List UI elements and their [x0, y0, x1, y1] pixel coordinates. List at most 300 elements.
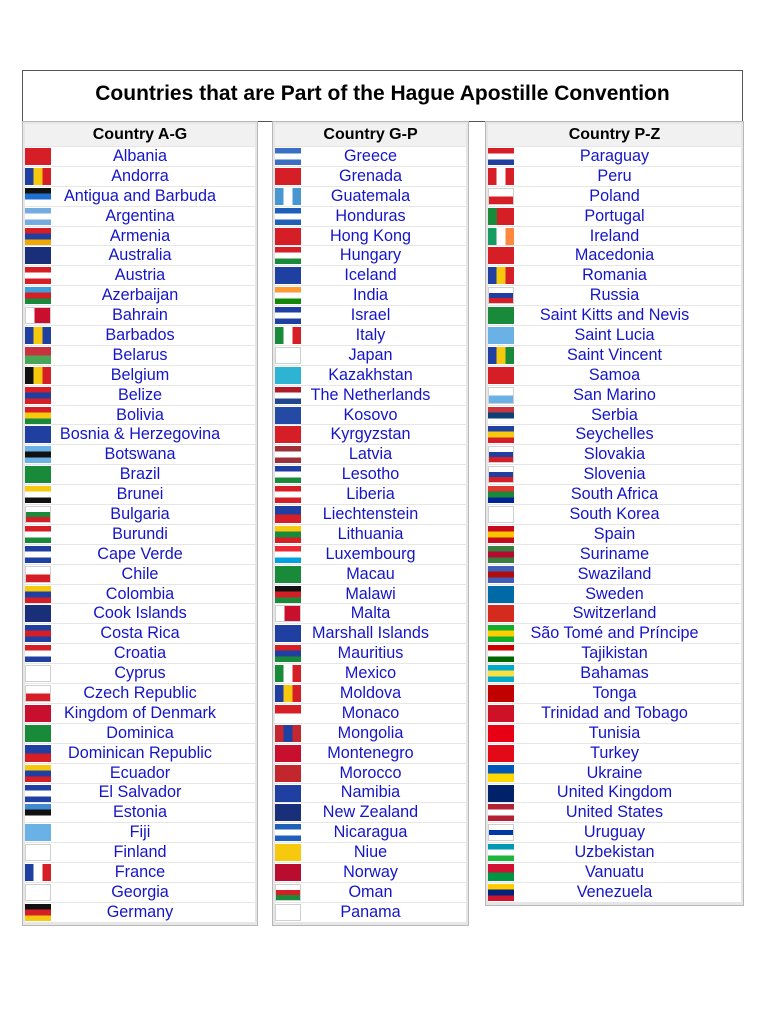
country-row	[25, 366, 255, 385]
country-link[interactable]: Trinidad and Tobago	[541, 703, 688, 722]
country-link[interactable]: Luxembourg	[325, 544, 416, 563]
country-link[interactable]: Burundi	[112, 524, 168, 543]
country-row	[275, 863, 466, 882]
flag-icon	[488, 546, 514, 563]
country-link[interactable]: Austria	[114, 266, 166, 285]
flag-icon	[275, 466, 301, 483]
flag-icon	[275, 426, 301, 443]
country-row	[488, 823, 741, 842]
flag-icon	[488, 685, 514, 702]
flag-icon	[488, 665, 514, 682]
country-link[interactable]: Vanuatu	[584, 863, 645, 882]
column-p-z	[485, 121, 744, 906]
country-link[interactable]: Russia	[589, 286, 640, 305]
country-link[interactable]: Turkey	[590, 743, 639, 762]
country-link[interactable]: Hungary	[339, 246, 402, 265]
flag-icon	[25, 367, 51, 384]
country-row	[25, 664, 255, 683]
country-link[interactable]: Oman	[348, 882, 393, 901]
country-link[interactable]: Belize	[117, 385, 163, 404]
country-row	[25, 167, 255, 186]
country-row	[275, 565, 466, 584]
country-row	[25, 684, 255, 703]
country-row	[25, 585, 255, 604]
country-link[interactable]: Venezuela	[576, 882, 653, 901]
country-row	[25, 784, 255, 803]
country-row	[275, 545, 466, 564]
flag-icon	[25, 407, 51, 424]
country-link[interactable]: Samoa	[588, 365, 641, 384]
country-link[interactable]: Hong Kong	[329, 226, 411, 245]
country-link[interactable]: Poland	[589, 186, 640, 205]
flag-icon	[275, 367, 301, 384]
country-link[interactable]: France	[114, 863, 166, 882]
country-row	[25, 425, 255, 444]
flag-icon	[25, 605, 51, 622]
flag-icon	[488, 645, 514, 662]
country-link[interactable]: Bosnia & Herzegovina	[59, 425, 221, 444]
column-header: Country G-P	[275, 124, 466, 146]
country-link[interactable]: Mauritius	[337, 644, 404, 663]
column-g-p	[272, 121, 469, 926]
country-link[interactable]: Suriname	[579, 544, 650, 563]
country-link[interactable]: Switzerland	[572, 604, 657, 623]
country-link[interactable]: Swaziland	[577, 564, 652, 583]
flag-icon	[275, 864, 301, 881]
country-link[interactable]: Slovakia	[583, 445, 646, 464]
country-row	[275, 366, 466, 385]
country-link[interactable]: Saint Kitts and Nevis	[539, 306, 690, 325]
country-link[interactable]: Norway	[343, 863, 398, 882]
flag-icon	[25, 884, 51, 901]
country-link[interactable]: Lesotho	[341, 465, 400, 484]
country-link[interactable]: Antigua and Barbuda	[63, 186, 217, 205]
country-link[interactable]: Uzbekistan	[574, 843, 655, 862]
country-row	[25, 883, 255, 902]
flag-icon	[25, 208, 51, 225]
country-link[interactable]: Slovenia	[583, 465, 646, 484]
flag-icon	[488, 228, 514, 245]
flag-icon	[488, 804, 514, 821]
flag-icon	[488, 188, 514, 205]
country-link[interactable]: Greece	[343, 146, 398, 165]
country-row	[275, 386, 466, 405]
country-link[interactable]: El Salvador	[98, 783, 182, 802]
country-link[interactable]: Botswana	[104, 445, 176, 464]
country-row	[275, 624, 466, 643]
flag-icon	[488, 446, 514, 463]
flag-icon	[488, 247, 514, 264]
flag-icon	[275, 546, 301, 563]
country-row	[488, 843, 741, 862]
country-link[interactable]: Guatemala	[330, 186, 411, 205]
country-link[interactable]: Macau	[346, 564, 395, 583]
flag-icon	[488, 367, 514, 384]
country-row	[275, 167, 466, 186]
flag-icon	[25, 228, 51, 245]
country-link[interactable]: Paraguay	[579, 146, 650, 165]
country-link[interactable]: Georgia	[111, 882, 169, 901]
country-link[interactable]: Brazil	[119, 465, 161, 484]
flag-icon	[25, 645, 51, 662]
country-row	[275, 406, 466, 425]
country-list	[488, 147, 741, 902]
country-row	[275, 266, 466, 285]
flag-icon	[275, 785, 301, 802]
flag-icon	[25, 168, 51, 185]
country-link[interactable]: Romania	[582, 266, 647, 285]
country-row	[275, 227, 466, 246]
country-row	[488, 445, 741, 464]
flag-icon	[275, 884, 301, 901]
country-link[interactable]: Australia	[108, 246, 172, 265]
country-link[interactable]: Israel	[350, 306, 391, 325]
country-link[interactable]: Namibia	[340, 783, 401, 802]
country-link[interactable]: Germany	[106, 902, 174, 921]
flag-icon	[275, 188, 301, 205]
country-row	[488, 227, 741, 246]
flag-icon	[275, 566, 301, 583]
country-link[interactable]: Finland	[113, 843, 167, 862]
flag-icon	[488, 208, 514, 225]
country-link[interactable]: Chile	[121, 564, 159, 583]
country-row	[275, 604, 466, 623]
country-link[interactable]: Malawi	[345, 584, 396, 603]
country-link[interactable]: Monaco	[341, 703, 400, 722]
country-link[interactable]: San Marino	[573, 385, 656, 404]
country-link[interactable]: Uruguay	[583, 823, 646, 842]
flag-icon	[25, 506, 51, 523]
country-link[interactable]: Morocco	[339, 763, 402, 782]
country-link[interactable]: Albania	[112, 146, 167, 165]
country-row	[25, 903, 255, 922]
column-header: Country A-G	[25, 124, 255, 146]
flag-icon	[25, 307, 51, 324]
country-link[interactable]: Dominican Republic	[68, 743, 212, 762]
country-link[interactable]: Spain	[593, 524, 636, 543]
country-row	[275, 764, 466, 783]
country-link[interactable]: Brunei	[116, 485, 164, 504]
flag-icon	[275, 228, 301, 245]
country-link[interactable]: Liechtenstein	[322, 504, 419, 523]
flag-icon	[275, 844, 301, 861]
country-link[interactable]: South Korea	[569, 504, 660, 523]
column-a-g	[22, 121, 258, 926]
flag-icon	[275, 267, 301, 284]
country-link[interactable]: Czech Republic	[83, 684, 197, 702]
country-row	[275, 425, 466, 444]
country-row	[25, 207, 255, 226]
country-row	[25, 505, 255, 524]
country-row	[275, 585, 466, 604]
flag-icon	[25, 665, 51, 682]
flag-icon	[488, 864, 514, 881]
flag-icon	[25, 347, 51, 364]
flag-icon	[488, 725, 514, 742]
country-row	[275, 246, 466, 265]
country-row	[275, 306, 466, 325]
country-link[interactable]: New Zealand	[322, 803, 419, 822]
country-row	[25, 485, 255, 504]
country-row	[488, 485, 741, 504]
country-row	[488, 286, 741, 305]
country-link[interactable]: Bolivia	[116, 405, 164, 424]
country-link[interactable]: Niue	[353, 843, 388, 862]
country-row	[25, 346, 255, 365]
country-row	[275, 903, 466, 922]
country-row	[275, 465, 466, 484]
country-row	[25, 863, 255, 882]
country-row	[25, 545, 255, 564]
flag-icon	[275, 168, 301, 185]
flag-icon	[25, 546, 51, 563]
country-row	[488, 545, 741, 564]
flag-icon	[25, 864, 51, 881]
country-link[interactable]: Croatia	[113, 644, 167, 663]
country-row	[25, 326, 255, 345]
flag-icon	[275, 824, 301, 841]
flag-icon	[488, 307, 514, 324]
country-link[interactable]: The Netherlands	[310, 385, 431, 404]
country-row	[25, 565, 255, 584]
country-link[interactable]: Saint Lucia	[574, 325, 655, 344]
country-link[interactable]: Lithuania	[337, 524, 404, 543]
country-link[interactable]: Belgium	[110, 365, 170, 384]
country-row	[25, 704, 255, 723]
country-row	[488, 406, 741, 425]
country-row	[25, 604, 255, 623]
flag-icon	[275, 526, 301, 543]
flag-icon	[488, 884, 514, 901]
country-row	[25, 406, 255, 425]
country-row	[25, 525, 255, 544]
country-link[interactable]: Panama	[340, 902, 401, 921]
country-link[interactable]: Kazakhstan	[328, 365, 413, 384]
country-row	[275, 644, 466, 663]
flag-icon	[488, 745, 514, 762]
country-row	[488, 863, 741, 882]
flag-icon	[488, 566, 514, 583]
country-link[interactable]: Saint Vincent	[566, 345, 663, 364]
country-row	[488, 306, 741, 325]
country-link[interactable]: Cyprus	[114, 664, 166, 683]
flag-icon	[25, 466, 51, 483]
country-link[interactable]: Bulgaria	[110, 504, 170, 523]
flag-icon	[488, 267, 514, 284]
flag-icon	[488, 426, 514, 443]
country-link[interactable]: Sweden	[585, 584, 644, 603]
country-row	[275, 525, 466, 544]
country-link[interactable]: Armenia	[109, 226, 171, 245]
flag-icon	[25, 824, 51, 841]
country-link[interactable]: United Kingdom	[556, 783, 673, 802]
flag-icon	[488, 765, 514, 782]
country-row	[275, 883, 466, 902]
country-row	[25, 624, 255, 643]
flag-icon	[275, 327, 301, 344]
country-row	[488, 684, 741, 703]
country-link[interactable]: Bahrain	[112, 306, 168, 325]
flag-icon	[488, 506, 514, 523]
flag-icon	[25, 705, 51, 722]
flag-icon	[25, 526, 51, 543]
flag-icon	[25, 844, 51, 861]
country-link[interactable]: Tajikistan	[581, 644, 648, 663]
country-row	[488, 644, 741, 663]
country-link[interactable]: Seychelles	[575, 425, 654, 444]
flag-icon	[488, 625, 514, 642]
flag-icon	[25, 765, 51, 782]
country-link[interactable]: Japan	[348, 345, 393, 364]
country-row	[488, 525, 741, 544]
country-link[interactable]: Liberia	[346, 485, 395, 504]
country-link[interactable]: Kosovo	[343, 405, 398, 424]
country-link[interactable]: Kingdom of Denmark	[63, 703, 217, 722]
country-link[interactable]: Peru	[597, 166, 632, 185]
country-link[interactable]: Serbia	[591, 405, 638, 424]
flag-icon	[25, 446, 51, 463]
country-row	[488, 147, 741, 166]
country-row	[275, 286, 466, 305]
country-link[interactable]: Marshall Islands	[312, 624, 429, 643]
country-row	[25, 246, 255, 265]
flag-icon	[275, 685, 301, 702]
country-link[interactable]: Barbados	[105, 325, 175, 344]
country-link[interactable]: Macedonia	[574, 246, 655, 265]
flag-icon	[25, 685, 51, 702]
column-header: Country P-Z	[488, 124, 741, 146]
country-row	[25, 286, 255, 305]
country-row	[275, 346, 466, 365]
country-link[interactable]: Kyrgyzstan	[330, 425, 411, 444]
flag-icon	[275, 347, 301, 364]
country-link[interactable]: Argentina	[105, 206, 175, 225]
country-row	[25, 147, 255, 166]
country-row	[25, 823, 255, 842]
country-link[interactable]: Ukraine	[586, 763, 643, 782]
country-link[interactable]: Cape Verde	[97, 544, 183, 563]
country-link[interactable]: Bahamas	[580, 664, 649, 683]
country-row	[488, 784, 741, 803]
country-row	[25, 744, 255, 763]
country-row	[275, 505, 466, 524]
country-link[interactable]: Italy	[355, 325, 386, 344]
country-link[interactable]: Malta	[350, 604, 391, 623]
country-row	[488, 565, 741, 584]
country-link[interactable]: India	[352, 286, 389, 305]
flag-icon	[488, 605, 514, 622]
flag-icon	[25, 904, 51, 921]
flag-icon	[275, 804, 301, 821]
flag-icon	[275, 208, 301, 225]
country-row	[25, 803, 255, 822]
country-row	[488, 366, 741, 385]
country-link[interactable]: Portugal	[584, 206, 645, 225]
country-row	[275, 187, 466, 206]
flag-icon	[488, 387, 514, 404]
flag-icon	[488, 287, 514, 304]
country-link[interactable]: Moldova	[339, 684, 402, 702]
country-link[interactable]: São Tomé and Príncipe	[530, 624, 699, 643]
country-link[interactable]: Fiji	[129, 823, 151, 842]
flag-icon	[275, 645, 301, 662]
country-link[interactable]: Grenada	[339, 166, 402, 185]
flag-icon	[275, 665, 301, 682]
country-link[interactable]: Azerbaijan	[101, 286, 179, 305]
country-link[interactable]: Cook Islands	[93, 604, 187, 623]
country-link[interactable]: Montenegro	[327, 743, 414, 762]
country-link[interactable]: Tonga	[592, 684, 637, 702]
flag-icon	[25, 566, 51, 583]
country-row	[25, 644, 255, 663]
country-row	[275, 664, 466, 683]
country-row	[488, 803, 741, 822]
country-link[interactable]: Nicaragua	[333, 823, 408, 842]
country-link[interactable]: Tunisia	[588, 723, 641, 742]
flag-icon	[275, 605, 301, 622]
flag-icon	[25, 426, 51, 443]
country-link[interactable]: Colombia	[105, 584, 175, 603]
country-link[interactable]: Belarus	[112, 345, 168, 364]
flag-icon	[275, 506, 301, 523]
country-link[interactable]: Latvia	[348, 445, 393, 464]
country-row	[488, 346, 741, 365]
country-link[interactable]: Iceland	[344, 266, 397, 285]
flag-icon	[275, 307, 301, 324]
country-row	[25, 843, 255, 862]
flag-icon	[275, 407, 301, 424]
country-row	[25, 445, 255, 464]
flag-icon	[25, 625, 51, 642]
country-row	[25, 724, 255, 743]
flag-icon	[275, 247, 301, 264]
flag-icon	[25, 486, 51, 503]
country-link[interactable]: Costa Rica	[100, 624, 180, 643]
country-row	[275, 684, 466, 703]
country-row	[275, 485, 466, 504]
country-link[interactable]: Estonia	[113, 803, 167, 822]
country-list	[25, 147, 255, 922]
country-row	[275, 326, 466, 345]
flag-icon	[488, 466, 514, 483]
flag-icon	[275, 765, 301, 782]
flag-icon	[25, 148, 51, 165]
country-link[interactable]: Andorra	[111, 166, 169, 185]
country-link[interactable]: Dominica	[106, 723, 174, 742]
flag-icon	[488, 824, 514, 841]
country-row	[275, 445, 466, 464]
country-row	[275, 724, 466, 743]
country-link[interactable]: Ireland	[589, 226, 640, 245]
country-link[interactable]: South Africa	[570, 485, 659, 504]
country-row	[275, 843, 466, 862]
country-link[interactable]: Ecuador	[109, 763, 171, 782]
flag-icon	[25, 188, 51, 205]
country-row	[488, 704, 741, 723]
flag-icon	[275, 148, 301, 165]
country-link[interactable]: Honduras	[335, 206, 406, 225]
country-link[interactable]: United States	[565, 803, 664, 822]
country-row	[488, 246, 741, 265]
country-row	[488, 883, 741, 902]
country-row	[488, 624, 741, 643]
country-link[interactable]: Mongolia	[337, 723, 404, 742]
country-row	[488, 585, 741, 604]
country-row	[25, 266, 255, 285]
country-row	[488, 187, 741, 206]
flag-icon	[25, 287, 51, 304]
country-link[interactable]: Mexico	[344, 664, 397, 683]
